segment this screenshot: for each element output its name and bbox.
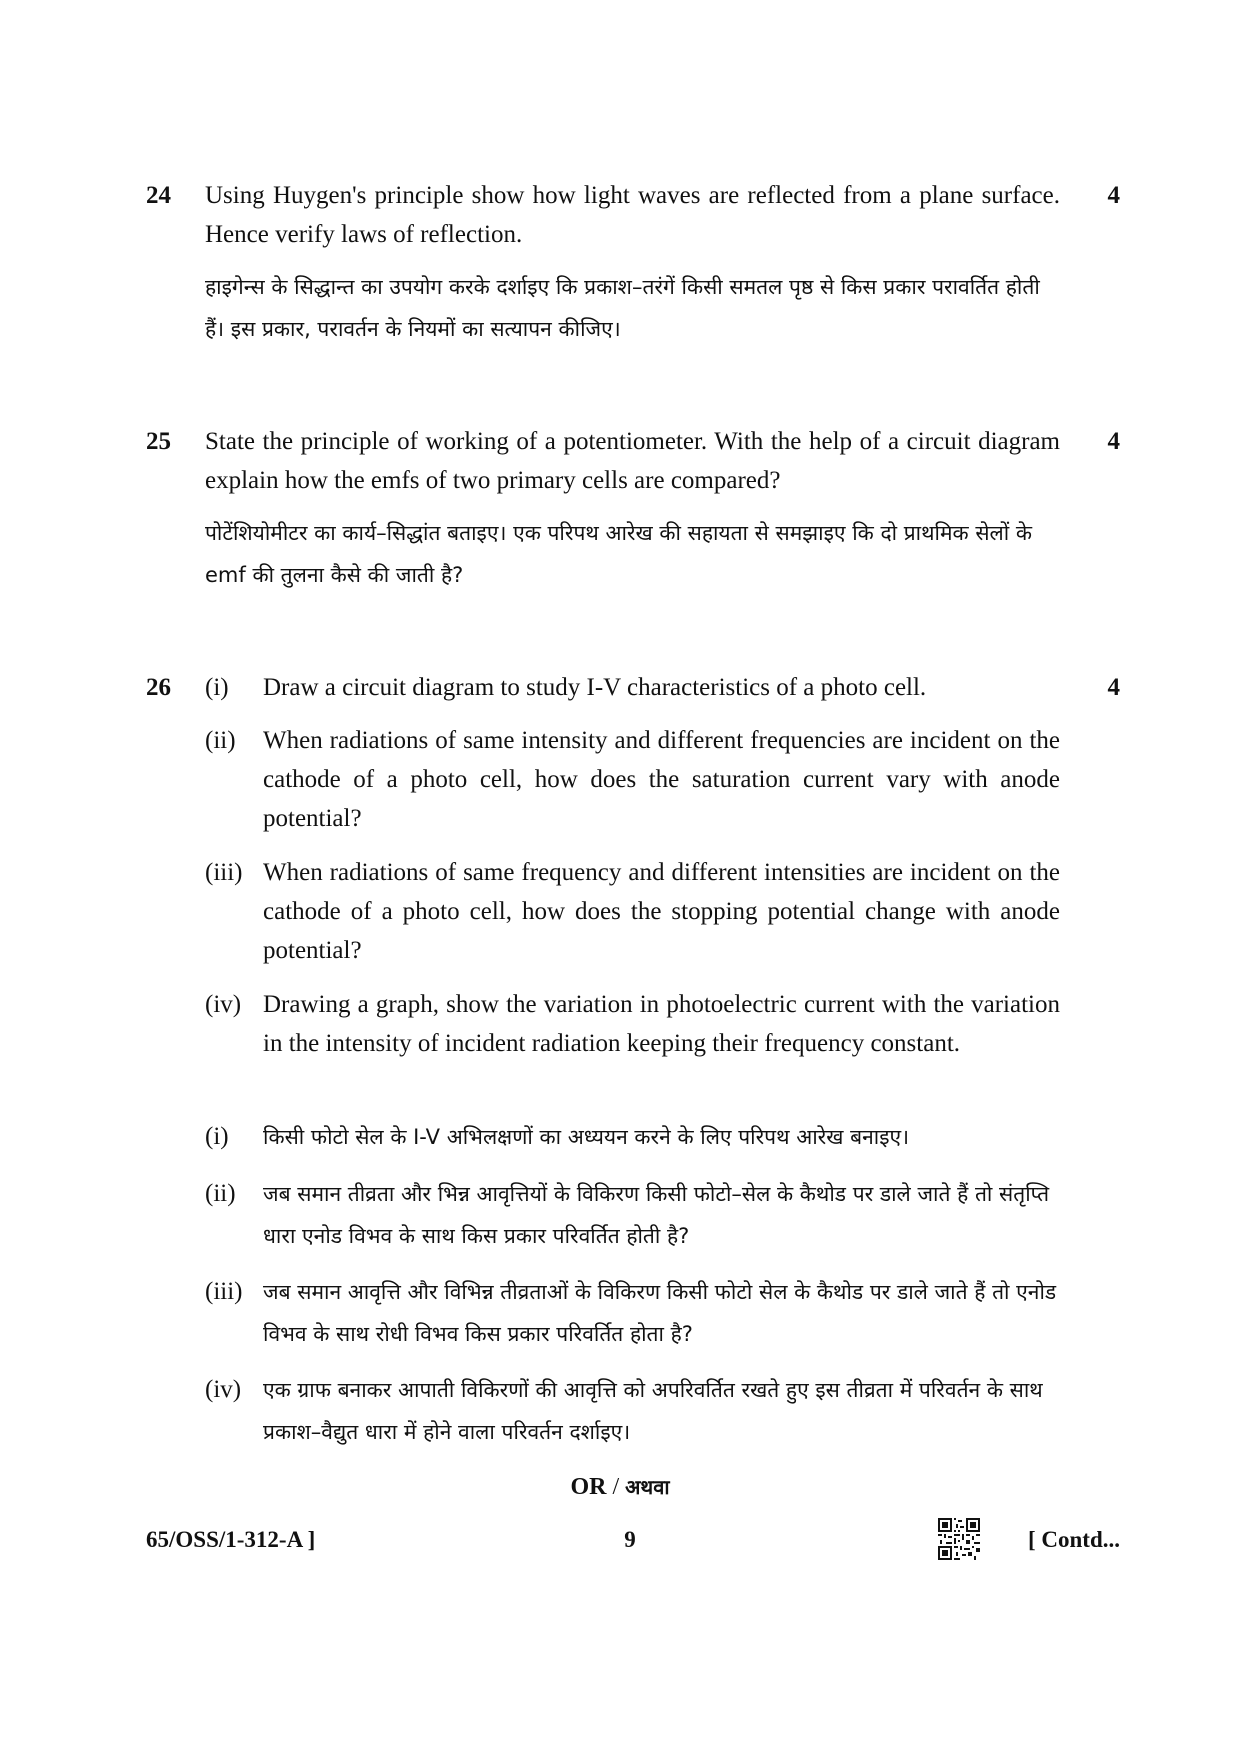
sub-question-text: Draw a circuit diagram to study I-V characteristics of a photo cell. xyxy=(263,674,927,701)
sub-question-label: (ii) xyxy=(205,1180,236,1207)
sub-question-label: (i) xyxy=(205,1123,229,1150)
question-text-english: State the principle of working of a potentiometer. With the help of a circuit diagram explain how the emfs of two primary cells are compared? xyxy=(205,428,1060,494)
or-separator: / xyxy=(612,1474,620,1500)
sub-question-text: किसी फोटो सेल के I-V अभिलक्षणों का अध्ययन करने के लिए परिपथ आरेख बनाइए। xyxy=(263,1125,910,1149)
question-marks: 4 xyxy=(1107,674,1120,701)
question-number: 24 xyxy=(146,182,171,209)
sub-question-text: When radiations of same intensity and different frequencies are incident on the cathode of a photo cell, how does the saturation current vary with anode potential? xyxy=(263,727,1060,832)
qr-code-icon xyxy=(938,1518,980,1560)
question-text-hindi: हाइगेन्स के सिद्धान्त का उपयोग करके दर्शाइए कि प्रकाश–तरंगें किसी समतल पृष्ठ से किस प्रकार परावर्तित होती हैं। इस प्रकार, परावर्तन के नियमों का सत्यापन कीजिए। xyxy=(205,275,1040,341)
sub-question-label: (iii) xyxy=(205,1278,243,1305)
or-english: OR xyxy=(570,1474,607,1500)
question-number: 26 xyxy=(146,674,171,701)
paper-code: 65/OSS/1-312-A ] xyxy=(146,1527,316,1552)
or-divider xyxy=(0,1470,1240,1504)
question-text-hindi: पोटेंशियोमीटर का कार्य–सिद्धांत बताइए। एक परिपथ आरेख की सहायता से समझाइए कि दो प्राथमिक सेलों के emf की तुलना कैसे की जाती है? xyxy=(205,521,1032,587)
question-marks: 4 xyxy=(1107,182,1120,209)
question-number: 25 xyxy=(146,428,171,455)
page-number: 9 xyxy=(624,1527,636,1552)
page-footer xyxy=(0,1522,1240,1562)
sub-question-label: (ii) xyxy=(205,727,236,754)
sub-question-text: When radiations of same frequency and different intensities are incident on the cathode of a photo cell, how does the stopping potential change with anode potential? xyxy=(263,859,1060,964)
sub-question-text: जब समान आवृत्ति और विभिन्न तीव्रताओं के विकिरण किसी फोटो सेल के कैथोड पर डाले जाते हैं तो एनोड विभव के साथ रोधी विभव किस प्रकार परिवर्तित होता है? xyxy=(263,1280,1057,1346)
sub-question-label: (iii) xyxy=(205,859,243,886)
sub-question-text: एक ग्राफ बनाकर आपाती विकिरणों की आवृत्ति को अपरिवर्तित रखते हुए इस तीव्रता में परिवर्तन के साथ प्रकाश–वैद्युत धारा में होने वाला परिवर्तन दर्शाइए। xyxy=(263,1378,1043,1444)
sub-question-text: Drawing a graph, show the variation in photoelectric current with the variation in the intensity of incident radiation keeping their frequency constant. xyxy=(263,991,1060,1057)
or-hindi: अथवा xyxy=(625,1475,670,1499)
question-text-english: Using Huygen's principle show how light waves are reflected from a plane surface. Hence verify laws of reflection. xyxy=(205,182,1060,248)
sub-question-label: (iv) xyxy=(205,1376,242,1403)
sub-question-label: (i) xyxy=(205,674,229,701)
sub-question-label: (iv) xyxy=(205,991,242,1018)
sub-question-text: जब समान तीव्रता और भिन्न आवृत्तियों के विकिरण किसी फोटो–सेल के कैथोड पर डाले जाते हैं तो संतृप्ति धारा एनोड विभव के साथ किस प्रकार परिवर्तित होती है? xyxy=(263,1182,1050,1248)
question-marks: 4 xyxy=(1107,428,1120,455)
continued-label: [ Contd... xyxy=(1027,1527,1120,1552)
